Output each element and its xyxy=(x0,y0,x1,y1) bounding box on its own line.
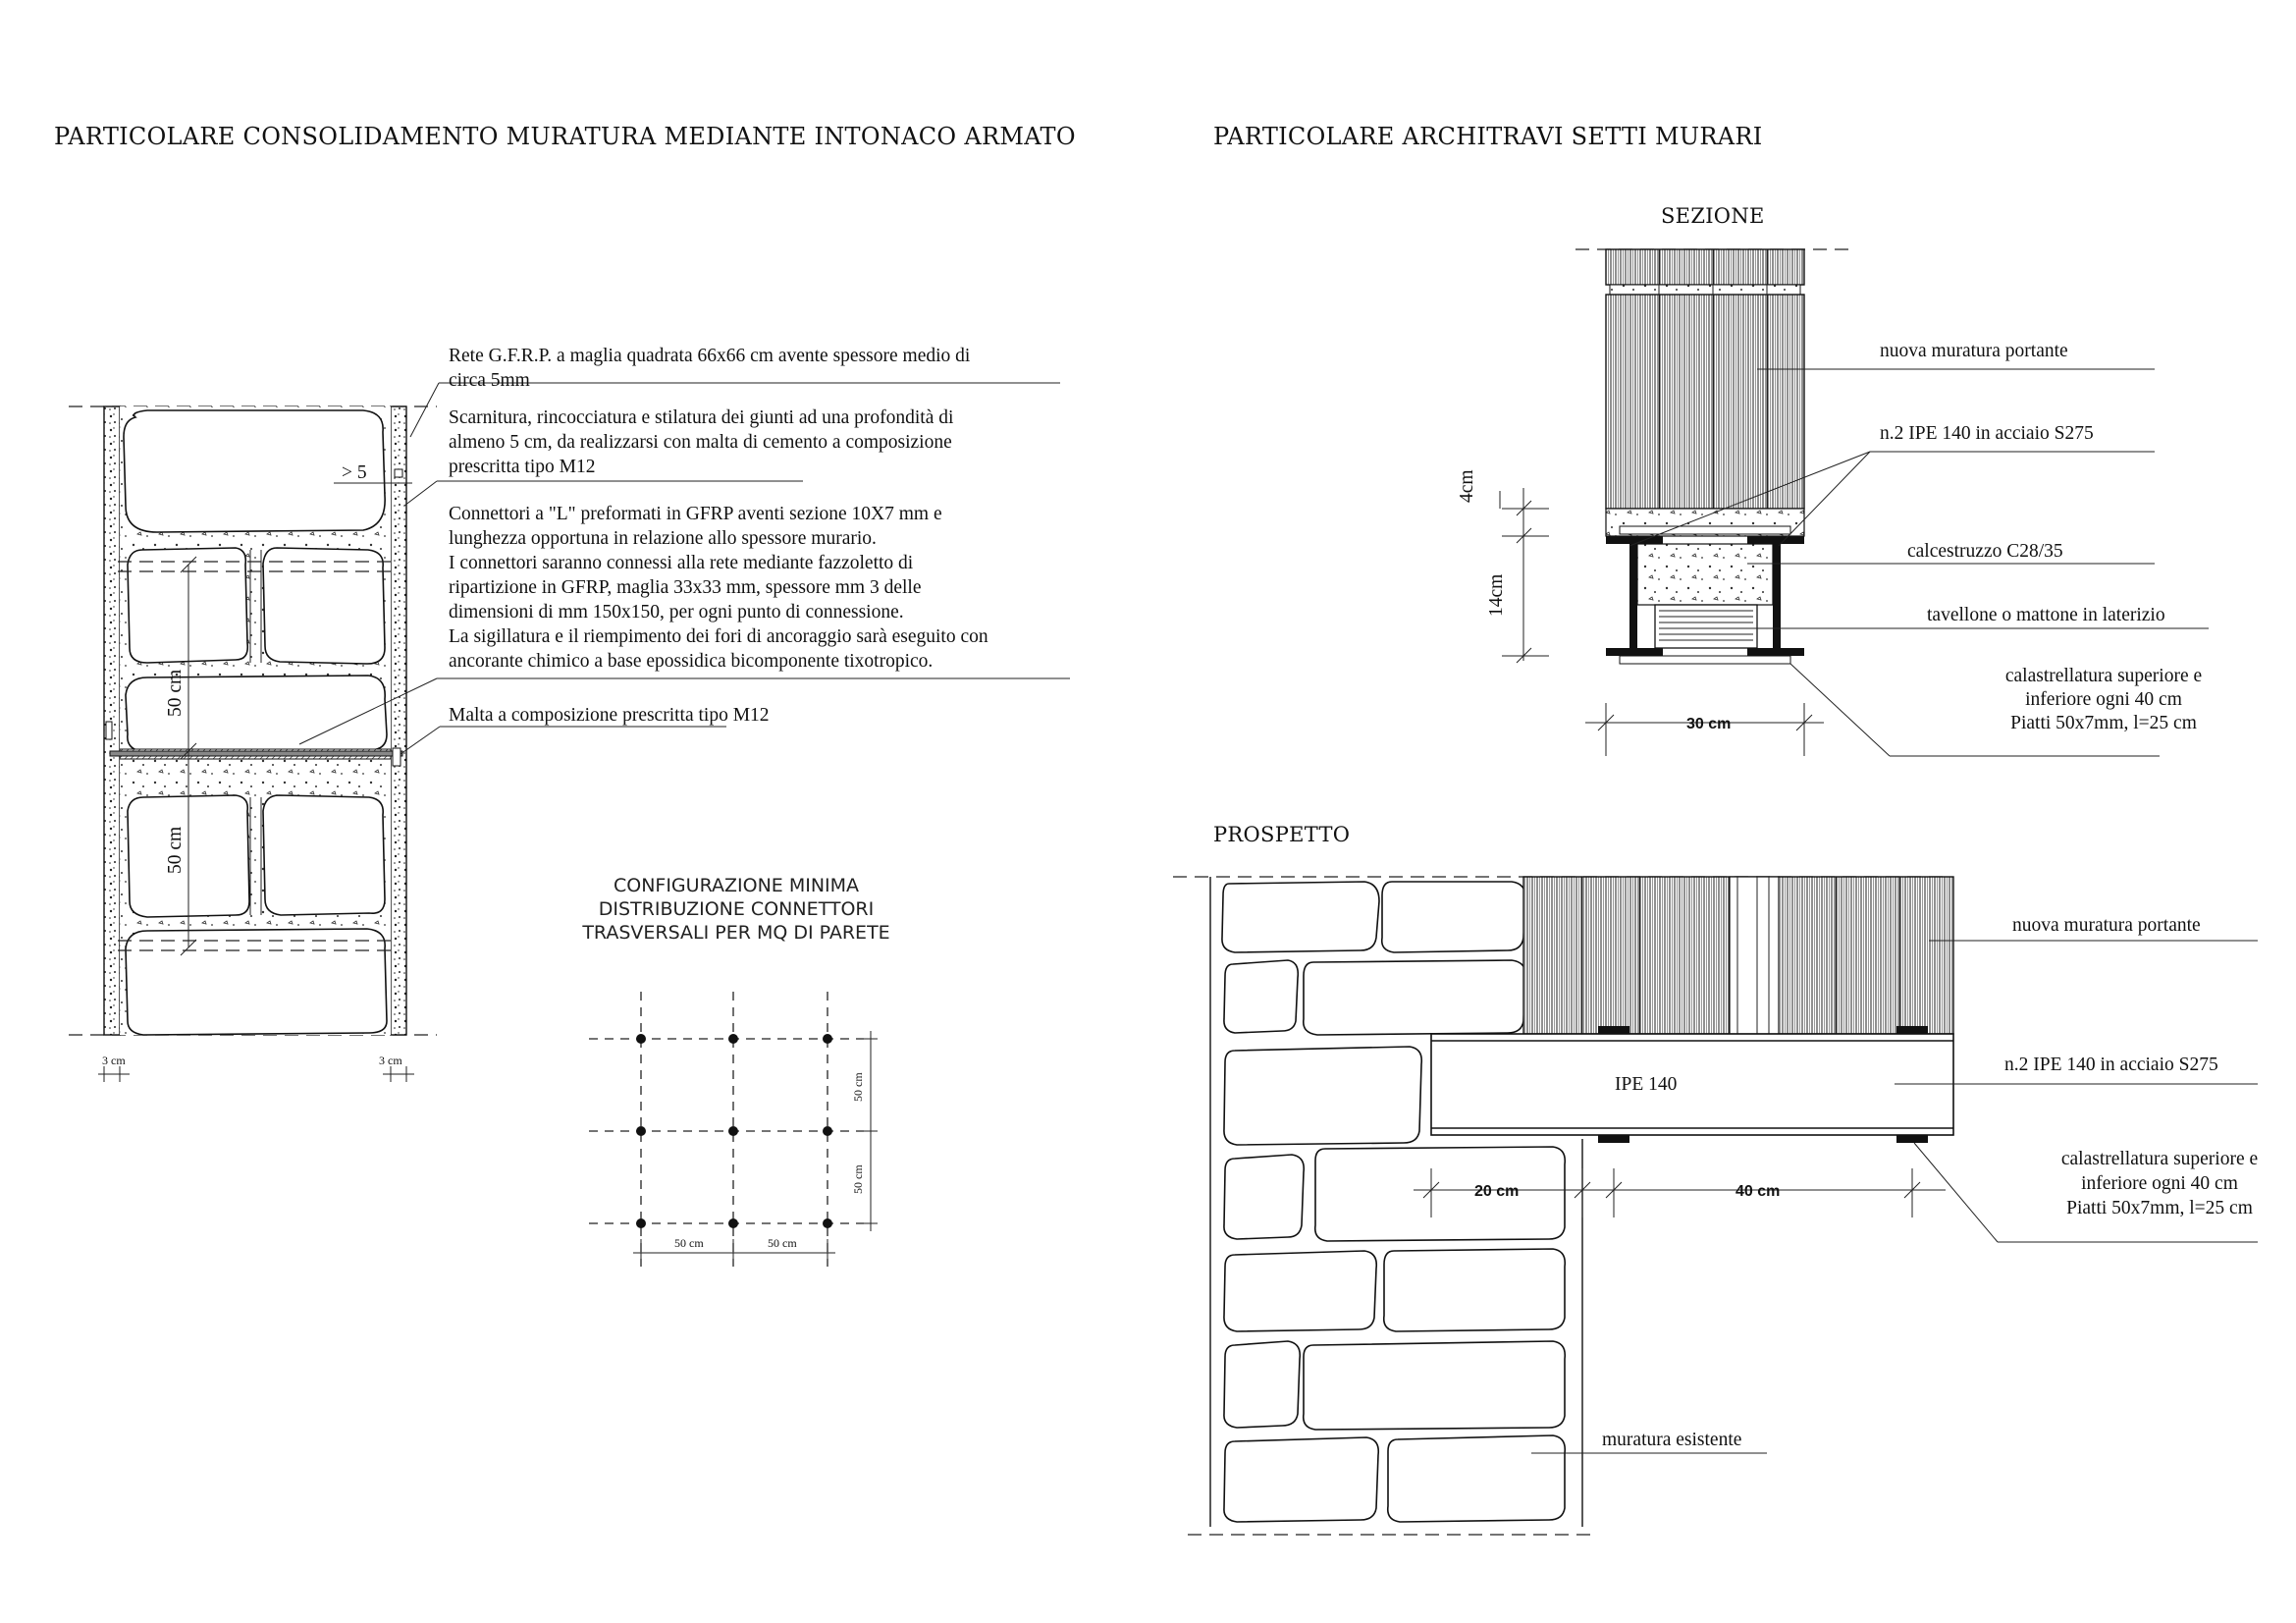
config-title-2: DISTRIBUZIONE CONNETTORI xyxy=(598,898,875,920)
config-title-3: TRASVERSALI PER MQ DI PARETE xyxy=(582,922,890,944)
svg-text:inferiore ogni 40 cm: inferiore ogni 40 cm xyxy=(2081,1173,2238,1194)
svg-text:Piatti 50x7mm, l=25 cm: Piatti 50x7mm, l=25 cm xyxy=(2066,1198,2253,1218)
right-title: PARTICOLARE ARCHITRAVI SETTI MURARI xyxy=(1213,123,1763,150)
config-dim-v1: 50 cm xyxy=(851,1072,865,1102)
svg-text:Connettori a "L" preformati in: Connettori a "L" preformati in GFRP aventi sezione 10X7 mm e xyxy=(449,504,942,524)
config-dim-h1: 50 cm xyxy=(674,1236,704,1250)
connector-config xyxy=(581,875,889,1267)
svg-text:Rete G.F.R.P. a maglia quadrat: Rete G.F.R.P. a maglia quadrata 66x66 cm avente spessore medio di xyxy=(449,346,971,366)
prospetto-drawing xyxy=(1173,877,1953,1535)
svg-text:circa 5mm: circa 5mm xyxy=(449,370,530,391)
svg-text:lunghezza opportuna in relazio: lunghezza opportuna in relazione allo spessore murario. xyxy=(449,528,877,549)
svg-text:nuova muratura portante: nuova muratura portante xyxy=(1880,341,2068,361)
svg-text:prescritta tipo M12: prescritta tipo M12 xyxy=(449,457,596,477)
svg-text:almeno 5 cm, da realizzarsi co: almeno 5 cm, da realizzarsi con malta di cemento a composizione xyxy=(449,432,952,453)
prospetto-label: PROSPETTO xyxy=(1213,823,1351,846)
note-malta: Malta a composizione prescritta tipo M12 xyxy=(449,705,770,726)
dim-30cm: 30 cm xyxy=(1686,716,1732,732)
dim-3cm-right: 3 cm xyxy=(379,1054,402,1067)
note-scarnitura xyxy=(449,407,954,477)
svg-text:tavellone o mattone in lateriz: tavellone o mattone in laterizio xyxy=(1927,605,2165,625)
svg-text:dimensioni di mm 150x150, per: dimensioni di mm 150x150, per ogni punto di connessione. xyxy=(449,602,904,622)
ipe-140-label: IPE 140 xyxy=(1615,1074,1678,1095)
config-dim-h2: 50 cm xyxy=(768,1236,797,1250)
svg-text:calcestruzzo C28/35: calcestruzzo C28/35 xyxy=(1907,541,2063,562)
note-rete xyxy=(449,346,971,391)
muratura-esistente-label: muratura esistente xyxy=(1602,1430,1742,1450)
dim-depth: > 5 xyxy=(342,462,367,483)
sezione-drawing xyxy=(1457,249,1855,756)
reinforced-wall-section xyxy=(69,406,437,1082)
svg-text:n.2 IPE 140 in acciaio S275: n.2 IPE 140 in acciaio S275 xyxy=(2004,1055,2218,1075)
svg-text:n.2 IPE 140 in acciaio S275: n.2 IPE 140 in acciaio S275 xyxy=(1880,423,2094,444)
svg-text:calastrellatura superiore e: calastrellatura superiore e xyxy=(2060,1149,2259,1169)
svg-text:La sigillatura e il riempiment: La sigillatura e il riempimento dei fori di ancoraggio sarà eseguito con xyxy=(449,626,988,647)
dim-20cm: 20 cm xyxy=(1474,1183,1520,1200)
svg-text:I connettori saranno connessi: I connettori saranno connessi alla rete mediante fazzoletto di xyxy=(449,553,914,573)
dim-3cm-left: 3 cm xyxy=(102,1054,126,1067)
sezione-label: SEZIONE xyxy=(1661,204,1765,228)
left-title: PARTICOLARE CONSOLIDAMENTO MURATURA MEDIANTE INTONACO ARMATO xyxy=(54,123,1076,150)
note-connettori xyxy=(449,504,988,672)
svg-text:Scarnitura, rincocciatura e st: Scarnitura, rincocciatura e stilatura dei giunti ad una profondità di xyxy=(449,407,954,428)
dim-40cm: 40 cm xyxy=(1735,1183,1781,1200)
config-title-1: CONFIGURAZIONE MINIMA xyxy=(613,875,860,896)
config-dim-v2: 50 cm xyxy=(851,1164,865,1194)
connector-points xyxy=(636,1034,832,1228)
svg-text:ancorante chimico a base eposs: ancorante chimico a base epossidica bicomponente tixotropico. xyxy=(449,651,934,672)
dim-4cm: 4cm xyxy=(1457,469,1477,503)
svg-text:ripartizione in GFRP, maglia 3: ripartizione in GFRP, maglia 33x33 mm, spessore mm 3 delle xyxy=(449,577,922,598)
svg-text:inferiore ogni 40 cm: inferiore ogni 40 cm xyxy=(2025,689,2182,710)
svg-text:nuova muratura portante: nuova muratura portante xyxy=(2012,915,2201,936)
dim-50-upper: 50 cm xyxy=(165,669,186,717)
svg-text:calastrellatura superiore e: calastrellatura superiore e xyxy=(2004,666,2203,686)
svg-text:Piatti 50x7mm, l=25 cm: Piatti 50x7mm, l=25 cm xyxy=(2010,713,2197,733)
dim-14cm: 14cm xyxy=(1486,573,1507,617)
dim-50-lower: 50 cm xyxy=(165,826,186,874)
